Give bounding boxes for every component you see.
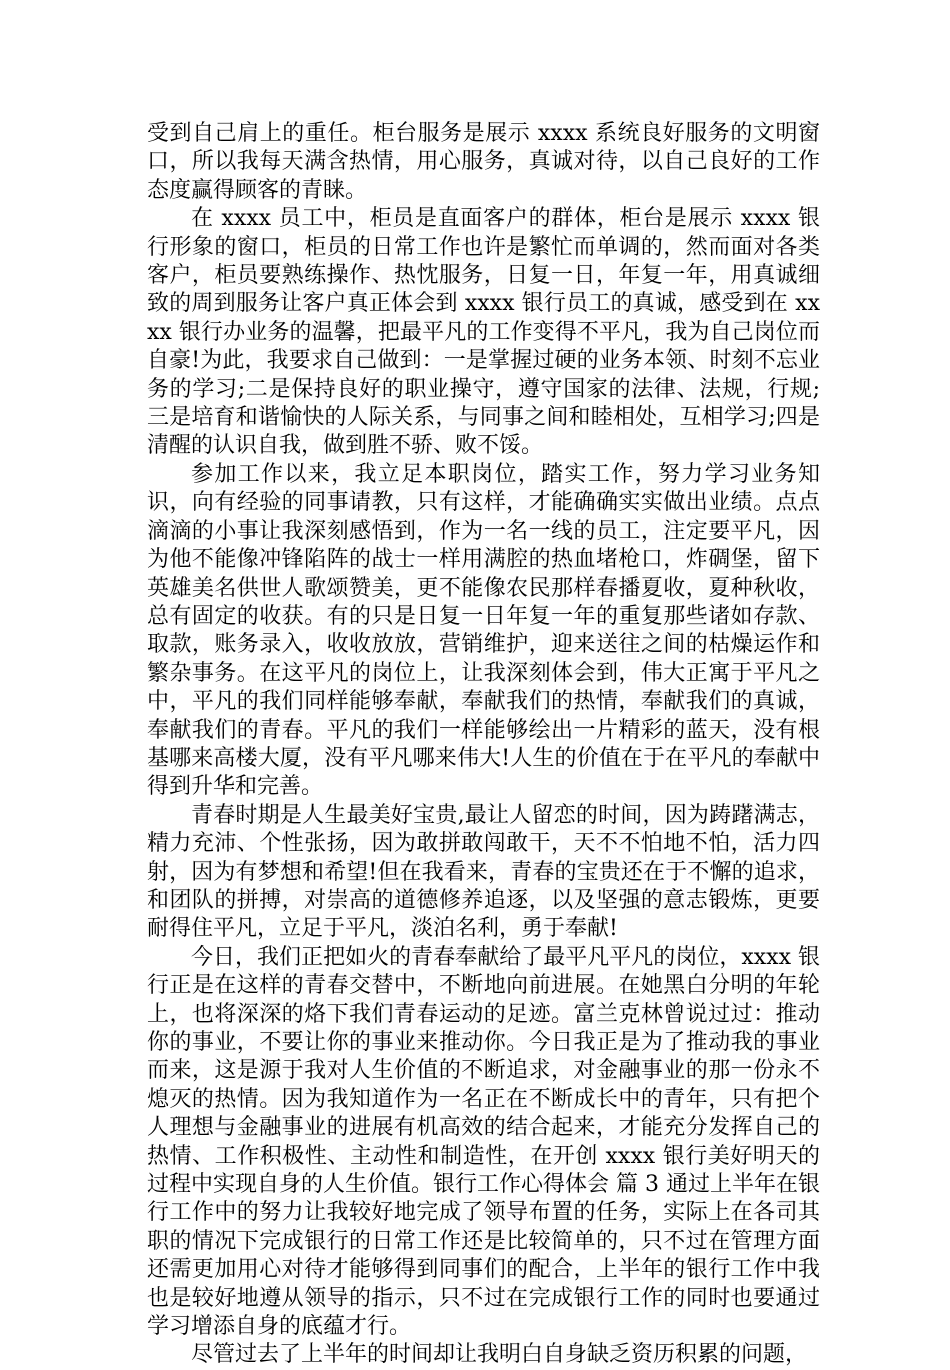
paragraph-6: 尽管过去了上半年的时间却让我明白自身缺乏资历积累的问题，	[191, 1342, 808, 1368]
document-body	[147, 120, 820, 1370]
paragraph-2: 在 xxxx 员工中，柜员是直面客户的群体，柜台是展示 xxxx 银行形象的窗口，柜员的日常工作也许是繁忙而单调的，然而面对各类客户，柜员要熟练操作、热忱服务，日复一日，年复一年，用真诚细致的周到服务让客户真正体会到 xxxx 银行员工的真诚，感受到在 xxxx 银行办业务的温馨，把最平凡的工作变得不平凡，我为自己岗位而自豪!为此，我要求自己做到：一是掌握过硬的业务本领、时刻不忘业务的学习;二是保持良好的职业操守，遵守国家的法律、法规，行规;三是培育和谐愉快的人际关系，与同事之间和睦相处，互相学习;四是清醒的认识自我，做到胜不骄、败不馁。	[147, 206, 820, 459]
paragraph-4: 青春时期是人生最美好宝贵,最让人留恋的时间，因为踌躇满志，精力充沛、个性张扬，因为敢拼敢闯敢干，天不不怕地不怕，活力四射，因为有梦想和希望!但在我看来，青春的宝贵还在于不懈的追求，和团队的拼搏，对崇高的道德修养追逐，以及坚强的意志锻炼，更要耐得住平凡，立足于平凡，淡泊名利，勇于奉献!	[147, 802, 820, 942]
paragraph-3: 参加工作以来，我立足本职岗位，踏实工作，努力学习业务知识，向有经验的同事请教，只有这样，才能确确实实做出业绩。点点滴滴的小事让我深刻感悟到，作为一名一线的员工，注定要平凡，因为他不能像冲锋陷阵的战士一样用满腔的热血堵枪口，炸碉堡，留下英雄美名供世人歌颂赞美，更不能像农民那样春播夏收，夏种秋收，总有固定的收获。有的只是日复一日年复一年的重复那些诸如存款、取款，账务录入，收收放放，营销维护，迎来送往之间的枯燥运作和繁杂事务。在这平凡的岗位上，让我深刻体会到，伟大正寓于平凡之中，平凡的我们同样能够奉献，奉献我们的热情，奉献我们的真诚，奉献我们的青春。平凡的我们一样能够绘出一片精彩的蓝天，没有根基哪来高楼大厦，没有平凡哪来伟大!人生的价值在于在平凡的奉献中得到升华和完善。	[147, 461, 820, 800]
paragraph-1: 受到自己肩上的重任。柜台服务是展示 xxxx 系统良好服务的文明窗口，所以我每天满含热情，用心服务，真诚对待，以自己良好的工作态度赢得顾客的青睐。	[147, 121, 820, 203]
paragraph-5: 今日，我们正把如火的青春奉献给了最平凡平凡的岗位，xxxx 银行正是在这样的青春交替中，不断地向前进展。在她黑白分明的年轮上，也将深深的烙下我们青春运动的足迹。富兰克林曾说过过：推动你的事业，不要让你的事业来推动你。今日我正是为了推动我的事业而来，这是源于我对人生价值的不断追求，对金融事业的那一份永不熄灭的热情。因为我知道作为一名正在不断成长中的青年，只有把个人理想与金融事业的进展有机高效的结合起来，才能充分发挥自己的热情、工作积极性、主动性和制造性，在开创 xxxx 银行美好明天的过程中实现自身的人生价值。银行工作心得体会 篇 3 通过上半年在银行工作中的努力让我较好地完成了领导布置的任务，实际上在各司其职的情况下完成银行的日常工作还是比较简单的，只不过在管理方面还需更加用心对待才能够得到同事们的配合，上半年的银行工作中我也是较好地遵从领导的指示，只不过在完成银行工作的同时也要通过学习增添自身的底蕴才行。	[147, 944, 820, 1340]
